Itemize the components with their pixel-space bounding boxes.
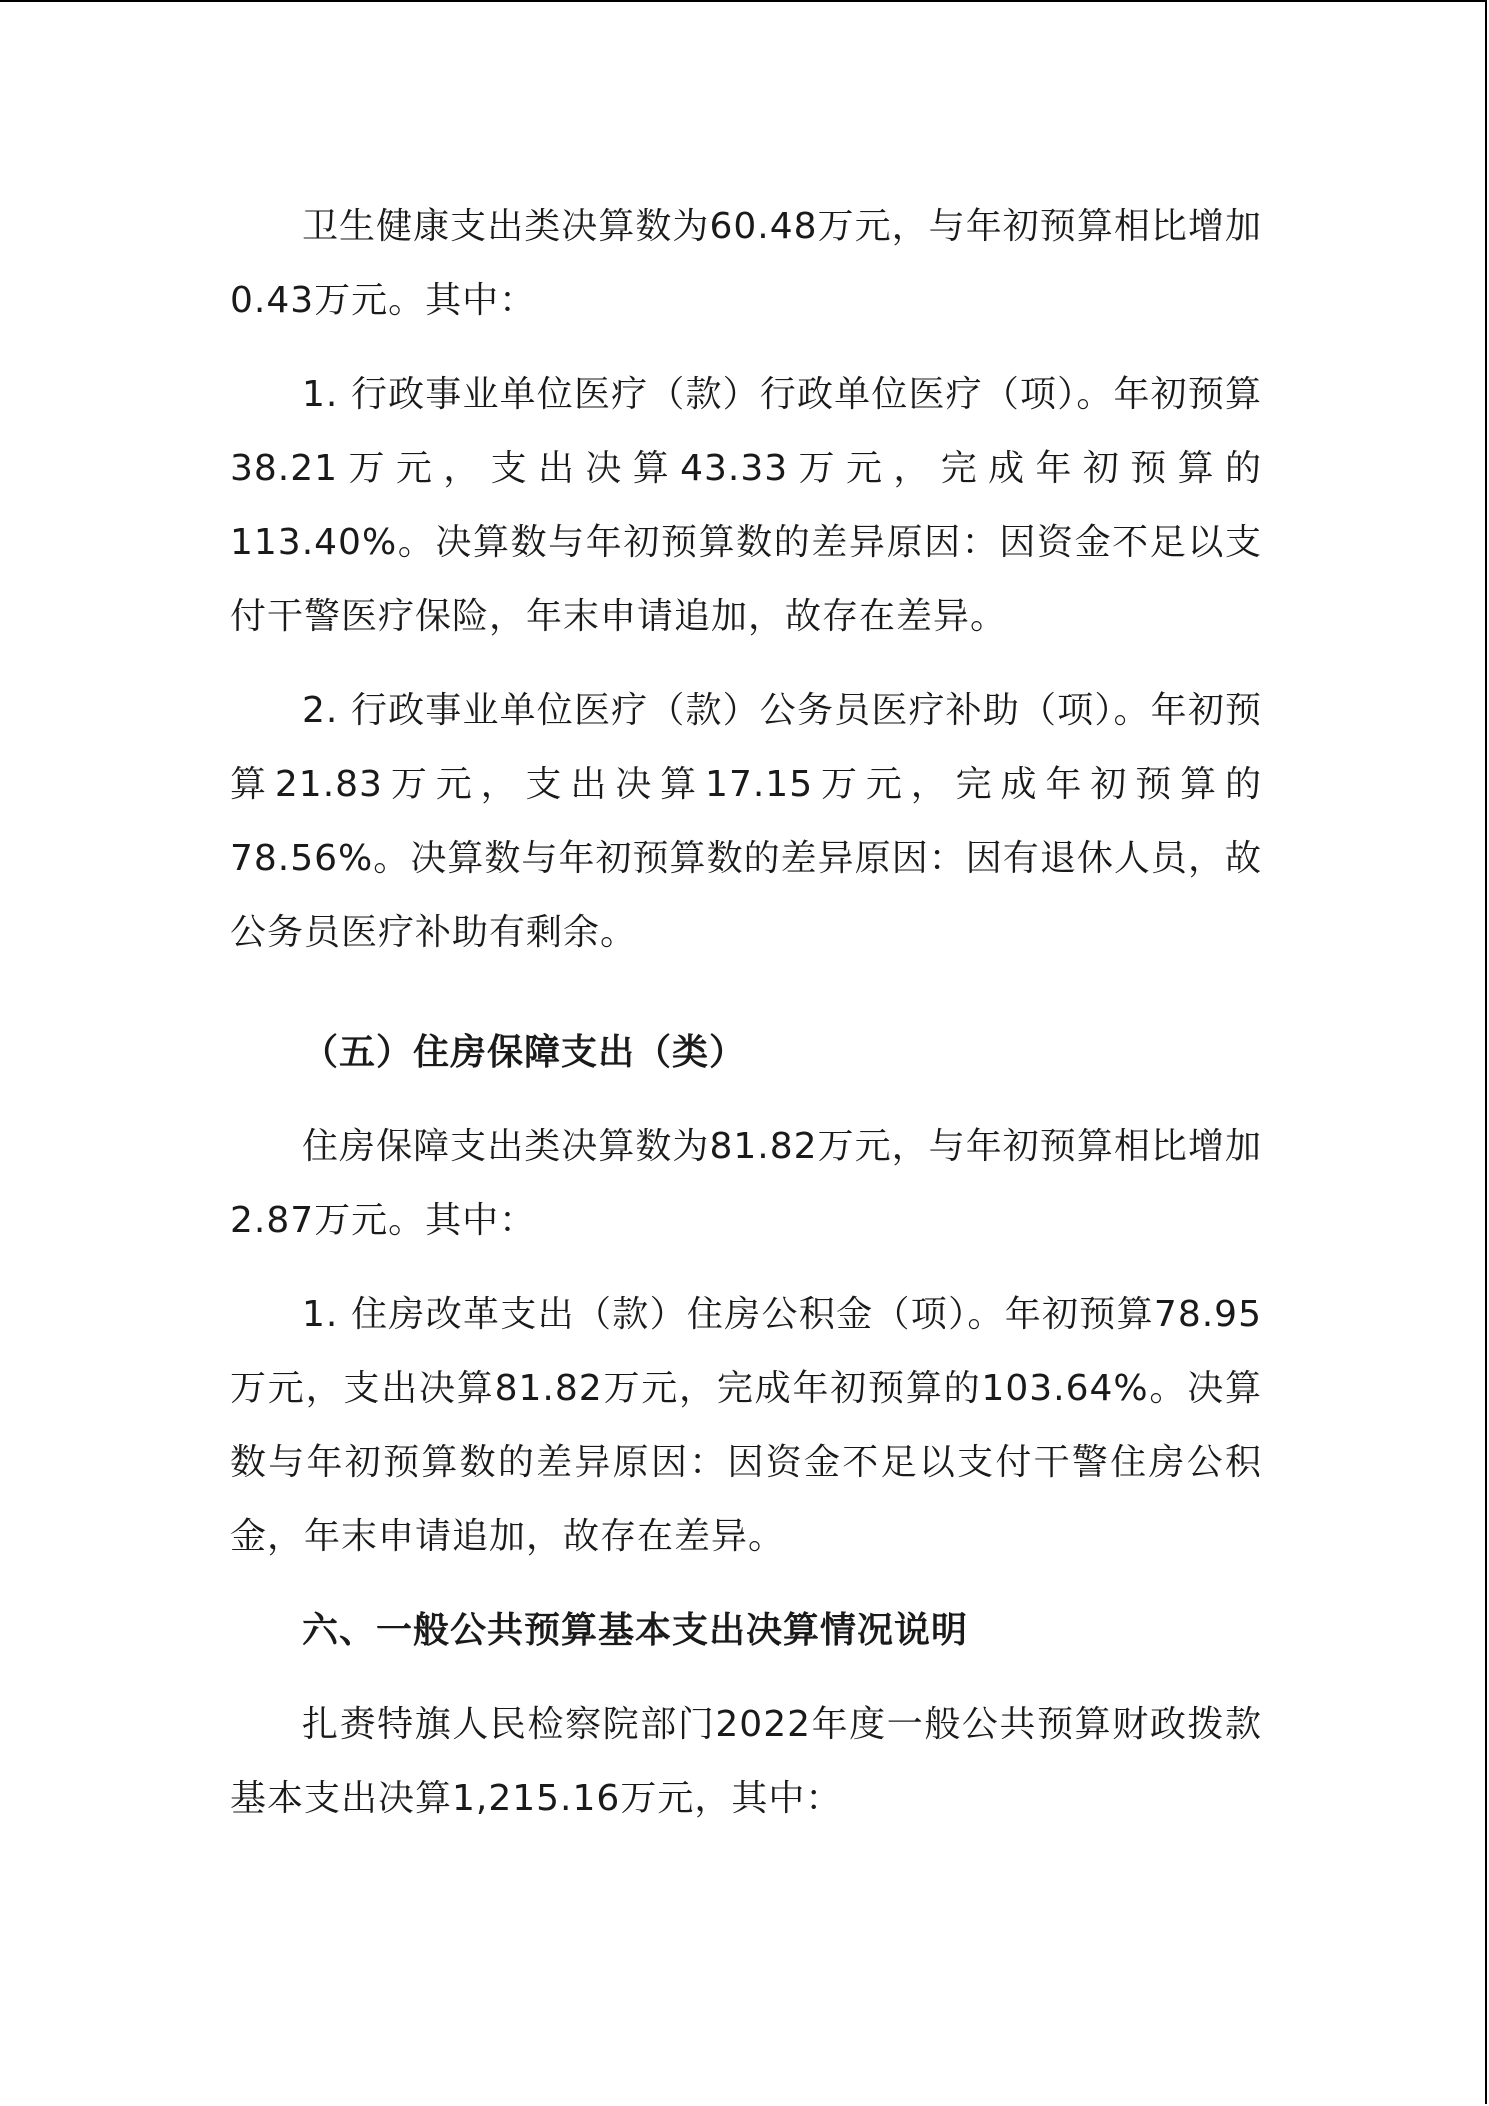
health-expenditure-summary: 卫生健康支出类决算数为60.48万元，与年初预算相比增加0.43万元。其中：	[230, 206, 1262, 321]
health-item-1: 1. 行政事业单位医疗（款）行政单位医疗（项）。年初预算38.21万元，支出决算43.33万元，完成年初预算的113.40%。决算数与年初预算数的差异原因：因资金不足以支付干警医疗保险，年末申请追加，故存在差异。	[230, 374, 1262, 637]
housing-expenditure-summary: 住房保障支出类决算数为81.82万元，与年初预算相比增加2.87万元。其中：	[230, 1126, 1262, 1241]
health-item-2: 2. 行政事业单位医疗（款）公务员医疗补助（项）。年初预算21.83万元，支出决算17.15万元，完成年初预算的78.56%。决算数与年初预算数的差异原因：因有退休人员，故公务员医疗补助有剩余。	[230, 690, 1262, 953]
housing-item-1: 1. 住房改革支出（款）住房公积金（项）。年初预算78.95万元，支出决算81.82万元，完成年初预算的103.64%。决算数与年初预算数的差异原因：因资金不足以支付干警住房公积金，年末申请追加，故存在差异。	[230, 1294, 1262, 1557]
basic-expenditure-summary: 扎赉特旗人民检察院部门2022年度一般公共预算财政拨款基本支出决算1,215.16万元，其中：	[230, 1704, 1262, 1819]
document-body	[230, 190, 1262, 1836]
section-heading-basic-expenditure: 六、一般公共预算基本支出决算情况说明	[302, 1610, 969, 1651]
section-heading-housing: （五）住房保障支出（类）	[302, 1032, 747, 1073]
